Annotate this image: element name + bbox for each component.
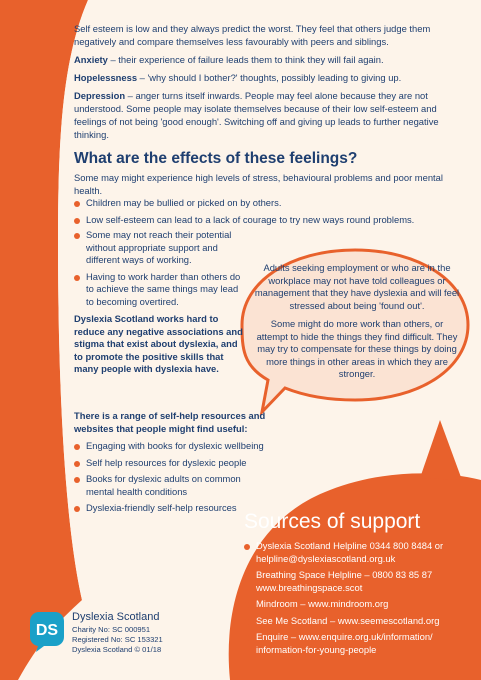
- hopelessness-text: – 'why should I bother?' thoughts, possibly leading to giving up.: [137, 72, 402, 83]
- list-item: See Me Scotland – www.seemescotland.org: [244, 615, 464, 628]
- list-item: Dyslexia Scotland Helpline 0344 800 8484 or helpline@dyslexiascotland.org.uk: [244, 540, 464, 565]
- list-item: Books for dyslexic adults on common mental health conditions: [74, 473, 264, 498]
- footer-registered-number: Registered No: SC 153321: [72, 635, 163, 644]
- depression-text: – anger turns itself inwards. People may feel alone because they are not understood. Some people may isolate themselves because of their low self-esteem and feelings of not being 'good enough'. Switching off and giving up leads to further negative thinking.: [74, 90, 439, 140]
- list-item: Low self-esteem can lead to a lack of courage to try new ways round problems.: [74, 214, 464, 227]
- dyslexia-scotland-statement: Dyslexia Scotland works hard to reduce any negative associations and stigma that exist about dyslexia, and to promote the positive skills that many people with dyslexia have.: [74, 313, 243, 374]
- hopelessness-label: Hopelessness: [74, 72, 138, 83]
- anxiety-label: Anxiety: [74, 54, 108, 65]
- footer-org-name: Dyslexia Scotland: [72, 611, 160, 623]
- bubble-paragraph-2: Some might do more work than others, or attempt to hide the things they find difficult. They may try to compensate for these things by doing more things in other areas in which they are stronger.: [256, 318, 458, 379]
- anxiety-text: – their experience of failure leads them to think they will fail again.: [107, 54, 384, 65]
- list-item: Breathing Space Helpline – 0800 83 85 87 www.breathingspace.scot: [244, 569, 464, 594]
- dyslexia-scotland-logo-icon: [30, 612, 64, 652]
- intro-section: [74, 22, 452, 146]
- list-item: Mindroom – www.mindroom.org: [244, 598, 464, 611]
- depression-paragraph: [74, 89, 452, 141]
- list-item: Having to work harder than others do to achieve the same things may lead to becoming overtired.: [74, 271, 244, 309]
- effects-list-narrow: [74, 229, 244, 312]
- speech-bubble-text: [254, 262, 460, 387]
- footer-copyright: Dyslexia Scotland © 01/18: [72, 645, 162, 654]
- orange-spike: [420, 420, 462, 480]
- list-item: Enquire – www.enquire.org.uk/information/ information-for-young-people: [244, 631, 464, 656]
- intro-paragraph: Self esteem is low and they always predict the worst. They feel that others judge them negatively and compare themselves less favourably with peers and siblings.: [74, 23, 431, 47]
- list-item: Engaging with books for dyslexic wellbeing: [74, 440, 264, 453]
- footer-charity-number: Charity No: SC 000951: [72, 625, 151, 634]
- list-item: Self help resources for dyslexic people: [74, 457, 264, 470]
- resources-list: [74, 440, 264, 519]
- effects-list-wide: [74, 197, 464, 230]
- bubble-paragraph-1: Adults seeking employment or who are in the workplace may not have told colleagues or management that they have dyslexia and will feel stressed about being 'found out'.: [254, 262, 460, 311]
- footer: [72, 610, 163, 655]
- sources-title: Sources of support: [244, 510, 421, 533]
- logo-letters: DS: [35, 622, 59, 639]
- list-item: Children may be bullied or picked on by others.: [74, 197, 464, 210]
- list-item: Some may not reach their potential without appropriate support and different ways of working.: [74, 229, 244, 267]
- effects-heading: What are the effects of these feelings?: [74, 150, 358, 167]
- resources-heading: There is a range of self-help resources and websites that people might find useful:: [74, 410, 266, 434]
- effects-intro: Some may might experience high levels of stress, behavioural problems and poor mental health.: [74, 172, 443, 196]
- depression-label: Depression: [74, 90, 126, 101]
- anxiety-paragraph: [74, 53, 452, 66]
- list-item: Dyslexia-friendly self-help resources: [74, 502, 264, 515]
- sources-list: [244, 540, 464, 660]
- hopelessness-paragraph: [74, 71, 452, 84]
